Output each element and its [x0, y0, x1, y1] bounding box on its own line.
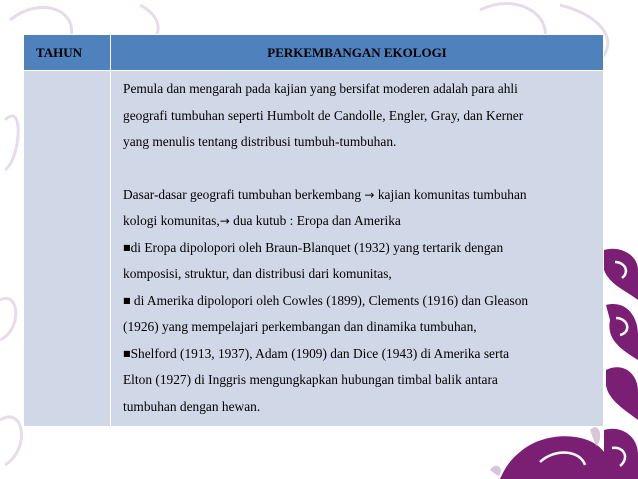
header-development: PERKEMBANGAN EKOLOGI: [111, 35, 604, 71]
text-segment: Shelford (1913, 1937), Adam (1909) dan Dice (1943) di Amerika serta: [130, 345, 510, 361]
text-segment: Dasar-dasar geografi tumbuhan berkembang: [123, 186, 365, 202]
text-segment: dua kutub : Eropa dan Amerika: [229, 213, 401, 228]
text-segment: kologi komunitas,: [123, 213, 220, 228]
bullet-3-line-1: [123, 341, 595, 368]
arrow-right-icon: →: [219, 214, 230, 228]
table: [23, 34, 604, 427]
paragraph-2-line-1: [123, 182, 595, 209]
bullet-1-line-1: [123, 235, 595, 262]
bullet-3-line-3: tumbuhan dengan hewan.: [123, 398, 261, 414]
square-bullet-icon: ■: [123, 295, 131, 305]
table-row: [24, 71, 604, 427]
paragraph-1-line-3: yang menulis tentang distribusi tumbuh-tumbuhan.: [123, 134, 397, 149]
bullet-3-line-2: Elton (1927) di Inggris mengungkapkan hubungan timbal balik antara: [123, 372, 498, 387]
paragraph-1-line-1: Pemula dan mengarah pada kajian yang bersifat moderen adalah para ahli: [123, 81, 518, 96]
square-bullet-icon: ■: [123, 348, 131, 358]
ecology-development-table: [23, 34, 604, 427]
paragraph-2-line-2: [123, 208, 595, 235]
development-cell: [111, 71, 604, 427]
square-bullet-icon: ■: [123, 242, 131, 252]
table-header-row: [24, 35, 604, 71]
paragraph-gap: [123, 156, 595, 182]
text-segment: di Eropa dipolopori oleh Braun-Blanquet (1932) yang tertarik dengan: [130, 239, 504, 255]
bullet-1-line-2: komposisi, struktur, dan distribusi dari komunitas,: [123, 266, 392, 281]
paragraph-1-line-2: geografi tumbuhan seperti Humbolt de Candolle, Engler, Gray, dan Kerner: [123, 107, 524, 123]
arrow-right-icon: →: [364, 187, 375, 202]
text-segment: kajian komunitas tumbuhan: [374, 186, 527, 202]
text-segment: di Amerika dipolopori oleh Cowles (1899), Clements (1916) dan Gleason: [130, 292, 529, 308]
bullet-2-line-2: (1926) yang mempelajari perkembangan dan dinamika tumbuhan,: [123, 319, 477, 334]
header-year: TAHUN: [24, 35, 111, 71]
year-cell: [24, 71, 111, 427]
bullet-2-line-1: [123, 288, 595, 315]
